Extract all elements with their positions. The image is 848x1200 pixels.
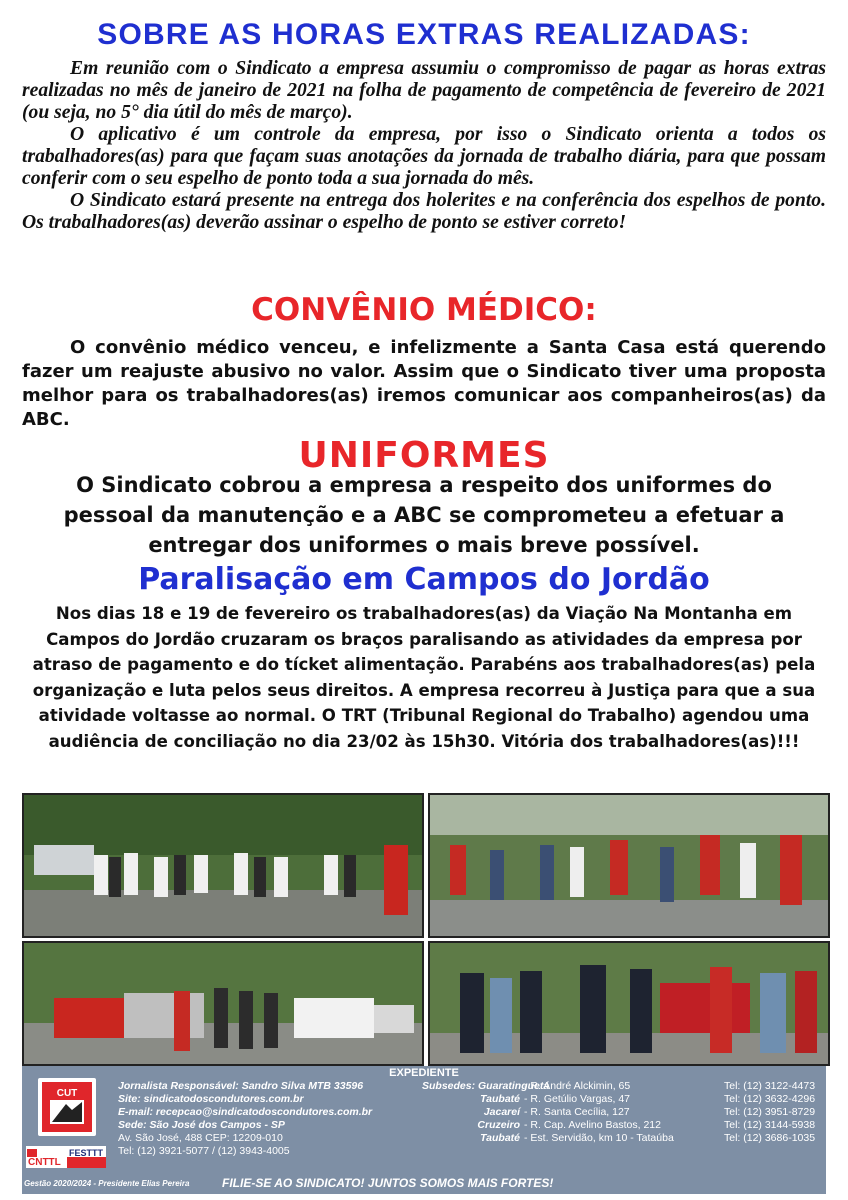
sede-telefone: Tel: (12) 3921-5077 / (12) 3943-4005 [118,1145,290,1157]
horas-extras-paragraph-1: Em reunião com o Sindicato a empresa assumiu o compromisso de pagar as horas extras realizadas no mês de janeiro de 2021 na folha de pagamento de competência de fevereiro de 2021 (ou seja, no 5° dia útil do mês de março). [22,58,826,123]
photo-protest-red-shirts [428,793,830,938]
subsede-tel-4: Tel: (12) 3144-5938 [724,1119,816,1131]
jornalista-text: Jornalista Responsável: Sandro Silva MTB 33596 [118,1080,364,1092]
sede-text: Sede: São José dos Campos - SP [118,1119,285,1131]
photo-workers-gathering [428,941,830,1066]
sede-endereco: Av. São José, 488 CEP: 12209-010 [118,1132,283,1144]
cut-logo [38,1078,96,1136]
horas-extras-title: SOBRE AS HORAS EXTRAS REALIZADAS: [97,18,751,51]
subsede-city-5: Taubaté [480,1132,520,1144]
horas-extras-paragraph-3: O Sindicato estará presente na entrega dos holerites e na conferência dos espelhos de ponto. Os trabalhadores(as) deverão assinar o espelho de ponto se estiver correto! [22,190,826,233]
expediente-heading: EXPEDIENTE [389,1067,459,1079]
photo-protest-arms-raised [22,793,424,938]
cntl-logo-text: CNTTL [28,1157,61,1168]
subsede-addr-5: - Est. Servidão, km 10 - Tataúba [524,1132,674,1144]
site-link[interactable]: Site: sindicatodoscondutores.com.br [118,1093,304,1105]
convenio-text: O convênio médico venceu, e infelizmente a Santa Casa está querendo fazer um reajuste abusivo no valor. Assim que o Sindicato tiver uma proposta melhor para os trabalhadores(as) iremos comunicar aos companheiros(as) da ABC. [22,337,826,430]
subsede-tel-2: Tel: (12) 3632-4296 [724,1093,816,1105]
cut-logo-text: CUT [56,1088,78,1099]
subsede-addr-4: - R. Cap. Avelino Bastos, 212 [524,1119,661,1131]
gestao-text: Gestão 2020/2024 - Presidente Elias Pereira [24,1179,190,1188]
slogan-text: FILIE-SE AO SINDICATO! JUNTOS SOMOS MAIS FORTES! [222,1176,554,1190]
cntl-festtt-logos [26,1146,106,1168]
subsede-city-3: Jacareí [483,1106,520,1118]
subsede-addr-2: - R. Getúlio Vargas, 47 [524,1093,631,1105]
festtt-logo-text: FESTTT [69,1148,103,1158]
horas-extras-body [22,58,826,234]
subsede-tel-1: Tel: (12) 3122-4473 [724,1080,816,1092]
horas-extras-paragraph-2: O aplicativo é um controle da empresa, por isso o Sindicato orienta a todos os trabalhadores(as) para que façam suas anotações da jornada de trabalho diária, para que possam conferir com o seu espelho de ponto toda a sua jornada do mês. [22,124,826,189]
paralisacao-title: Paralisação em Campos do Jordão [138,562,710,597]
subsede-addr-1: - R. André Alckimin, 65 [524,1080,631,1092]
cut-logo-icon [38,1078,96,1136]
email-link[interactable]: E-mail: recepcao@sindicatodoscondutores.com.br [118,1106,373,1118]
subsede-city-2: Taubaté [480,1093,520,1105]
subsede-addr-3: - R. Santa Cecília, 127 [524,1106,630,1118]
uniformes-text: O Sindicato cobrou a empresa a respeito dos uniformes do pessoal da manutenção e a ABC se comprometeu a efetuar a entregar dos uniformes o mais breve possível. [63,473,785,557]
expediente-footer [22,1066,826,1194]
subsede-tel-3: Tel: (12) 3951-8729 [724,1106,816,1118]
subsede-tel-5: Tel: (12) 3686-1035 [724,1132,816,1144]
photo-police-cars [22,941,424,1066]
subsede-city-4: Cruzeiro [477,1119,520,1131]
uniformes-title: UNIFORMES [298,435,550,476]
paralisacao-text: Nos dias 18 e 19 de fevereiro os trabalhadores(as) da Viação Na Montanha em Campos do Jordão cruzaram os braços paralisando as atividades da empresa por atraso de pagamento e do tícket alimentação. Parabéns aos trabalhadores(as) pela organização e luta pelos seus direitos. A empresa recorreu à Justiça para que a sua atividade voltasse ao normal. O TRT (Tribunal Regional do Trabalho) agendou uma audiência de conciliação no dia 23/02 às 15h30. Vitória dos trabalhadores(as)!!! [32,604,816,751]
subsede-city-1: Subsedes: Guaratinguetá [422,1080,550,1092]
convenio-title: CONVÊNIO MÉDICO: [251,292,597,328]
